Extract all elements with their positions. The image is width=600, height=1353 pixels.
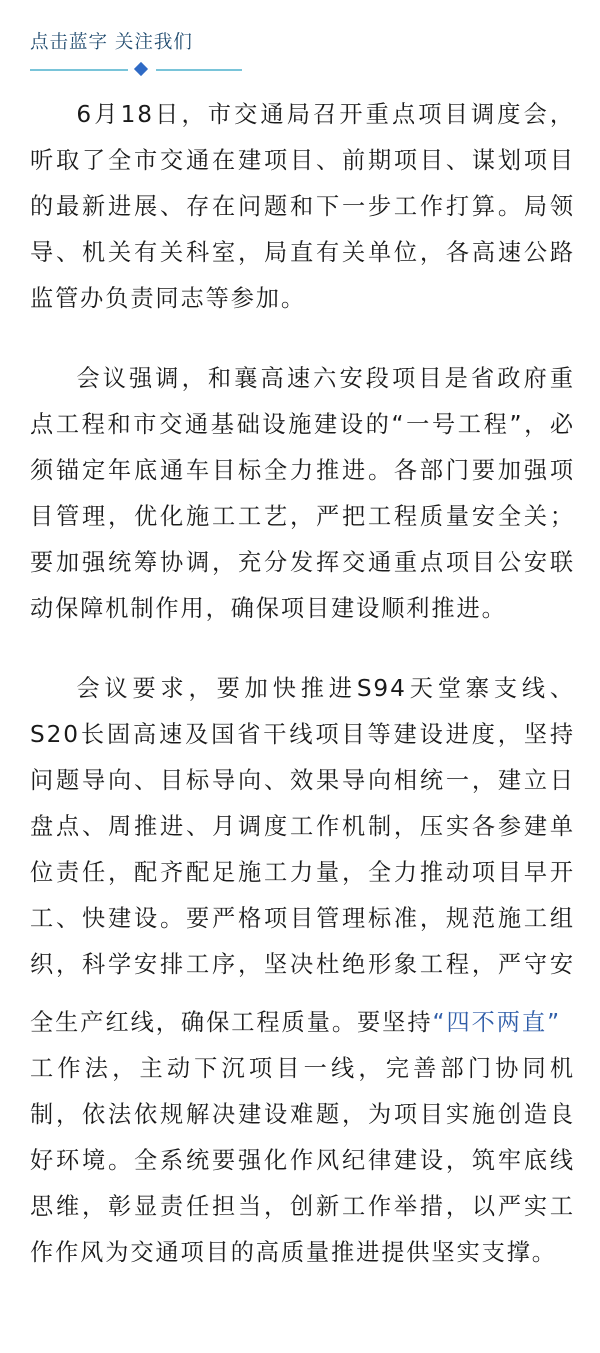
diamond-icon <box>134 62 148 76</box>
paragraph-1: 6月18日，市交通局召开重点项目调度会，听取了全市交通在建项目、前期项目、谋划项目的最新进展、存在问题和下一步工作打算。局领导、机关有关科室，局直有关单位，各高速公路监管办负责同志等参加。 <box>30 101 575 312</box>
follow-banner-text: 点击蓝字 关注我们 <box>30 32 193 53</box>
divider-right <box>156 69 242 71</box>
divider-left <box>30 69 128 71</box>
sibu-liangzhi-link[interactable]: “四不两直” <box>432 1009 561 1036</box>
paragraph-2: 会议强调，和襄高速六安段项目是省政府重点工程和市交通基础设施建设的“一号工程”，必须锚定年底通车目标全力推进。各部门要加强项目管理，优化施工工艺，严把工程质量安全关；要加强统筹协调，充分发挥交通重点项目公安联动保障机制作用，确保项目建设顺利推进。 <box>30 365 575 622</box>
search-icon[interactable] <box>561 988 574 1006</box>
paragraph-3-before: 会议要求，要加快推进S94天堂寨支线、S20长固高速及国省干线项目等建设进度，坚持问题导向、目标导向、效果导向相统一，建立日盘点、周推进、月调度工作机制，压实各参建单位责任，配齐配足施工力量，全力推动项目早开工、快建设。要严格项目管理标准，规范施工组织，科学安排工序，坚决杜绝形象工程，严守安全生产红线，确保工程质量。要坚持 <box>30 675 575 1036</box>
article-body <box>30 92 575 1276</box>
paragraph-3-after: 工作法，主动下沉项目一线，完善部门协同机制，依法依规解决建设难题，为项目实施创造良好环境。全系统要强化作风纪律建设，筑牢底线思维，彰显责任担当，创新工作举措，以严实工作作风为交通项目的高质量推进提供坚实支撑。 <box>30 1055 575 1266</box>
paragraph-3 <box>30 666 575 1276</box>
follow-header <box>30 28 242 74</box>
